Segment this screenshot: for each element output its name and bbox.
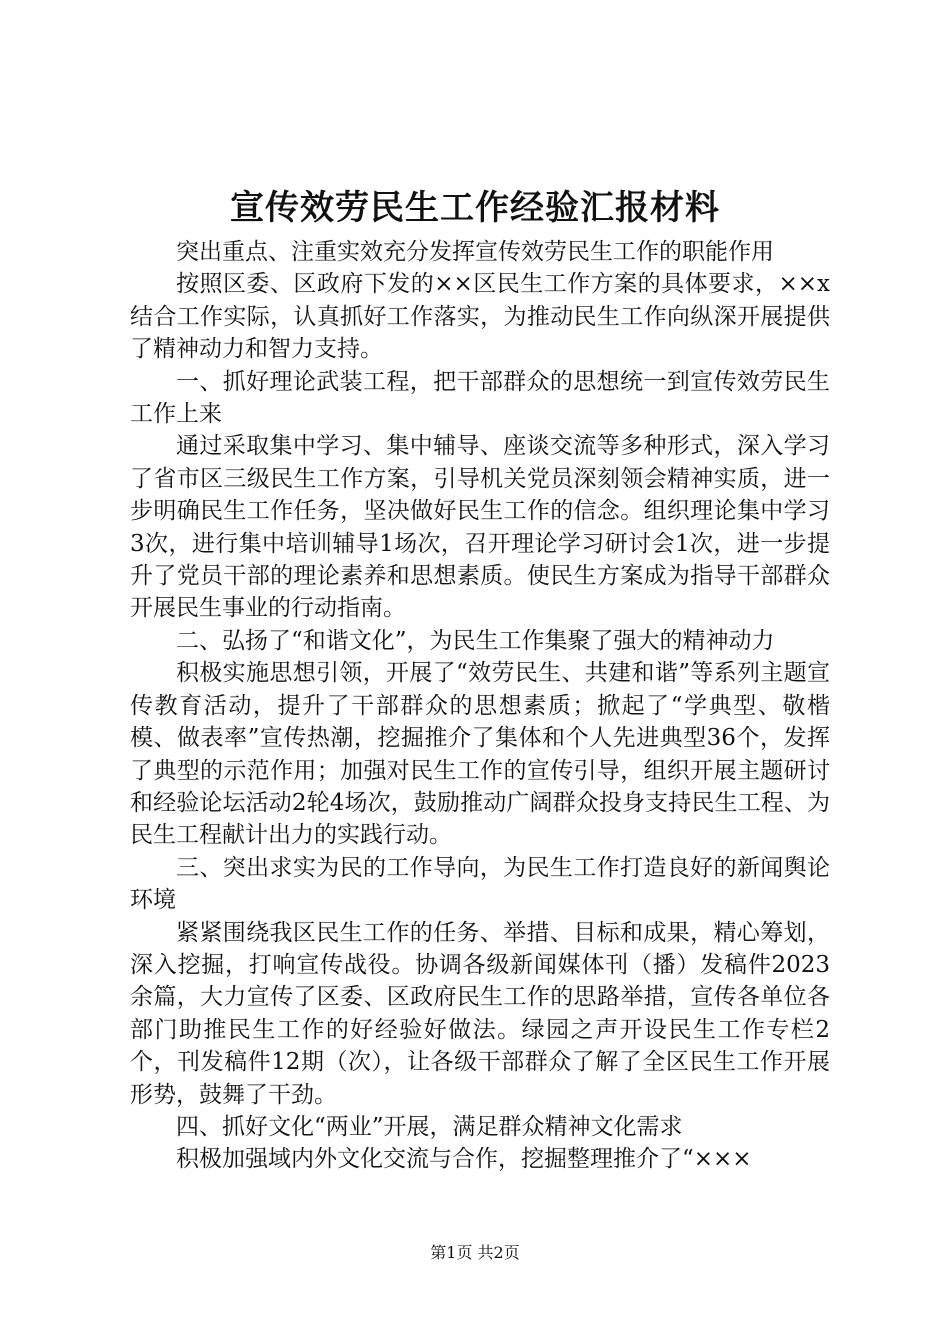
- paragraph: 积极实施思想引领，开展了“效劳民生、共建和谐”等系列主题宣传教育活动，提升了干部群众的思想素质；掀起了“学典型、敬楷模、做表率”宣传热潮，挖掘推介了集体和个人先进典型36个，发挥了典型的示范作用；加强对民生工作的宣传引导，组织开展主题研讨和经验论坛活动2轮4场次，鼓励推动广阔群众投身支持民生工程、为民生工程献计出力的实践行动。: [130, 660, 830, 849]
- section-heading: 一、抓好理论武装工程，把干部群众的思想统一到宣传效劳民生工作上来: [130, 368, 830, 428]
- paragraph: 积极加强域内外文化交流与合作，挖掘整理推介了“×××: [176, 1146, 752, 1173]
- paragraph: 通过采取集中学习、集中辅导、座谈交流等多种形式，深入学习了省市区三级民生工作方案，引导机关党员深刻领会精神实质，进一步明确民生工作任务，坚决做好民生工作的信念。组织理论集中学习3次，进行集中培训辅导1场次，召开理论学习研讨会1次，进一步提升了党员干部的理论素养和思想素质。使民生方案成为指导干部群众开展民生事业的行动指南。: [130, 433, 830, 622]
- document-body: [130, 236, 830, 1176]
- page-number-footer: 第1页 共2页: [430, 1243, 520, 1262]
- section-heading: 四、抓好文化“两业”开展，满足群众精神文化需求: [176, 1113, 683, 1140]
- paragraph: 按照区委、区政府下发的××区民生工作方案的具体要求，××x结合工作实际，认真抓好工作落实，为推动民生工作向纵深开展提供了精神动力和智力支持。: [130, 271, 830, 363]
- section-heading: 二、弘扬了“和谐文化”，为民生工作集聚了强大的精神动力: [176, 627, 775, 654]
- paragraph: 突出重点、注重实效充分发挥宣传效劳民生工作的职能作用: [176, 239, 774, 265]
- paragraph: 紧紧围绕我区民生工作的任务、举措、目标和成果，精心筹划，深入挖掘，打响宣传战役。协调各级新闻媒体刊（播）发稿件2023余篇，大力宣传了区委、区政府民生工作的思路举措，宣传各单位各部门助推民生工作的好经验好做法。绿园之声开设民生工作专栏2个，刊发稿件12期（次），让各级干部群众了解了全区民生工作开展形势，鼓舞了干劲。: [130, 919, 830, 1108]
- section-heading: 三、突出求实为民的工作导向，为民生工作打造良好的新闻舆论环境: [130, 854, 830, 914]
- document-title: 宣传效劳民生工作经验汇报材料: [230, 188, 720, 228]
